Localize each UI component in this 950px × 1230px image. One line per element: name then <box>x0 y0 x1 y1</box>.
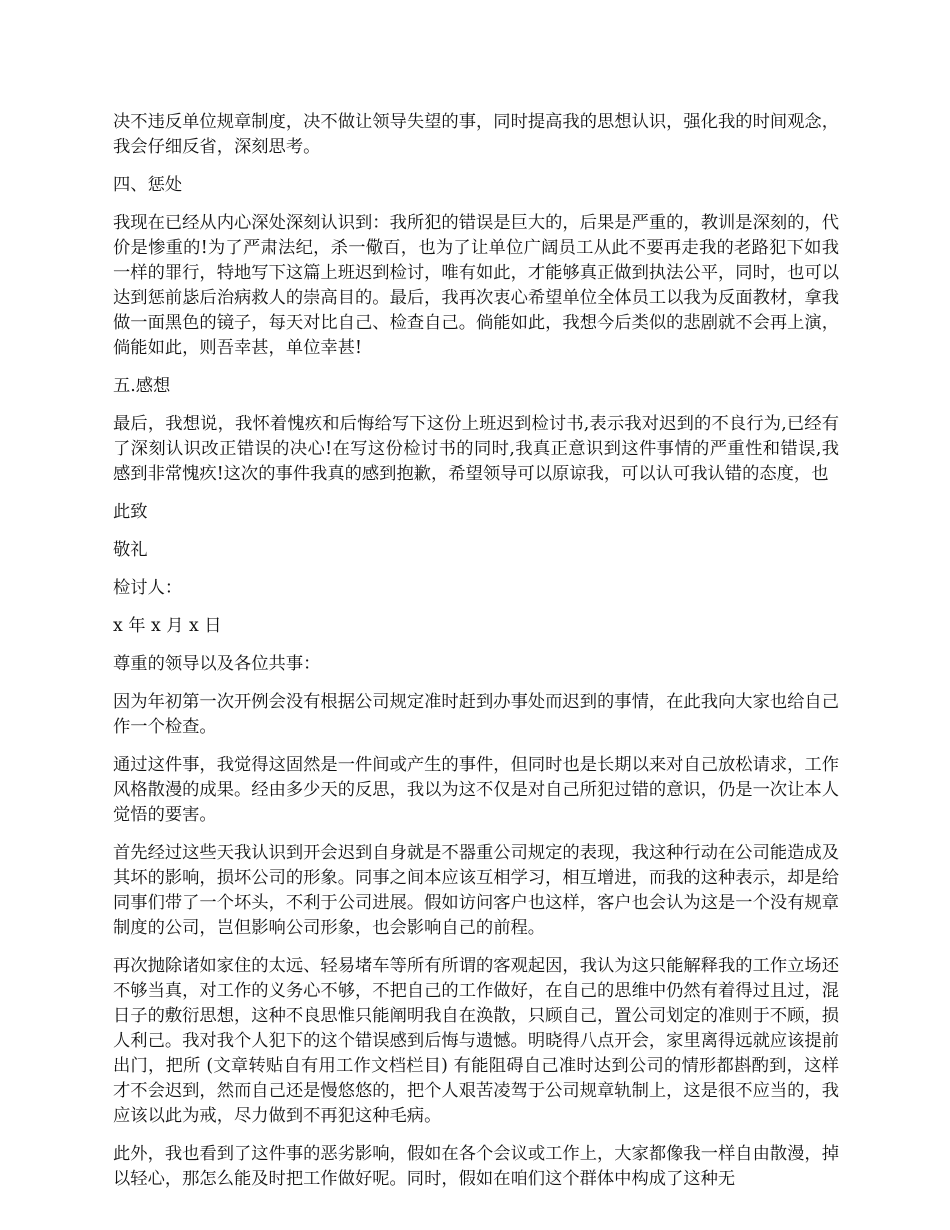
section-heading-reflection: 五.感想 <box>113 376 171 396</box>
paragraph-third: 此外，我也看到了这件事的恶劣影响，假如在各个会议或工作上，大家都像我一样自由散漫，掉以轻心，那怎么能及时把工作做好呢。同时，假如在咱们这个群体中构成了这种无 <box>113 1144 839 1189</box>
paragraph-second: 再次抛除诸如家住的太远、轻易堵车等所有所谓的客观起因，我认为这只能解释我的工作立场还不够当真，对工作的义务心不够，不把自己的工作做好，在自己的思维中仍然有着得过且过，混日子的敷衍思想，这种不良思惟只能阐明我自在涣散，只顾自己，置公司划定的准则于不顾，损人利己。我对我个人犯下的这个错误感到后悔与遗憾。明晓得八点开会，家里离得远就应该提前出门，把所 (文章转贴自有用工作文档栏目) 有能阻碍自己准时达到公司的情形都斟酌到，这样才不会迟到，然而自己还是慢悠悠的，把个人艰苦凌驾于公司规章轨制上，这是很不应当的，我应该以此为戒，尽力做到不再犯这种毛病。 <box>113 956 839 1126</box>
closing-regards: 敬礼 <box>113 540 148 560</box>
date-line: x 年 x 月 x 日 <box>113 616 222 636</box>
paragraph-first: 首先经过这些天我认识到开会迟到自身就是不器重公司规定的表现，我这种行动在公司能造成及其坏的影响，损坏公司的形象。同事之间本应该互相学习，相互增进，而我的这种表示，却是给同事们带了一个坏头，不利于公司进展。假如访问客户也这样，客户也会认为这是一个没有规章制度的公司，岂但影响公司形象，也会影响自己的前程。 <box>113 843 839 938</box>
document-page <box>113 110 839 1205</box>
section-heading-punishment: 四、惩处 <box>113 175 183 195</box>
closing-salutation: 此致 <box>113 502 148 522</box>
greeting-line: 尊重的领导以及各位共事： <box>113 654 321 674</box>
paragraph-pledge: 决不违反单位规章制度，决不做让领导失望的事，同时提高我的思想认识，强化我的时间观念，我会仔细反省，深刻思考。 <box>113 112 839 157</box>
paragraph-reflection: 最后，我想说，我怀着愧疚和后悔给写下这份上班迟到检讨书,表示我对迟到的不良行为,已经有了深刻认识改正错误的决心!在写这份检讨书的同时,我真正意识到这件事情的严重性和错误,我感到非常愧疚!这次的事件我真的感到抱歉，希望领导可以原谅我，可以认可我认错的态度，也 <box>113 414 839 484</box>
signature-line: 检讨人： <box>113 578 183 598</box>
paragraph-cause: 通过这件事，我觉得这固然是一件间或产生的事件，但同时也是长期以来对自己放松请求，工作风格散漫的成果。经由多少天的反思，我以为这不仅是对自己所犯过错的意识，仍是一次让本人觉悟的要害。 <box>113 755 839 825</box>
paragraph-punishment: 我现在已经从内心深处深刻认识到：我所犯的错误是巨大的，后果是严重的，教训是深刻的，代价是惨重的!为了严肃法纪，杀一儆百，也为了让单位广阔员工从此不要再走我的老路犯下如我一样的罪行，特地写下这篇上班迟到检讨，唯有如此，才能够真正做到执法公平，同时，也可以达到惩前毖后治病救人的崇高目的。最后，我再次衷心希望单位全体员工以我为反面教材，拿我做一面黑色的镜子，每天对比自己、检查自己。倘能如此，我想今后类似的悲剧就不会再上演，倘能如此，则吾幸甚，单位幸甚! <box>113 213 839 358</box>
paragraph-intro: 因为年初第一次开例会没有根据公司规定准时赶到办事处而迟到的事情，在此我向大家也给自己作一个检查。 <box>113 692 839 737</box>
